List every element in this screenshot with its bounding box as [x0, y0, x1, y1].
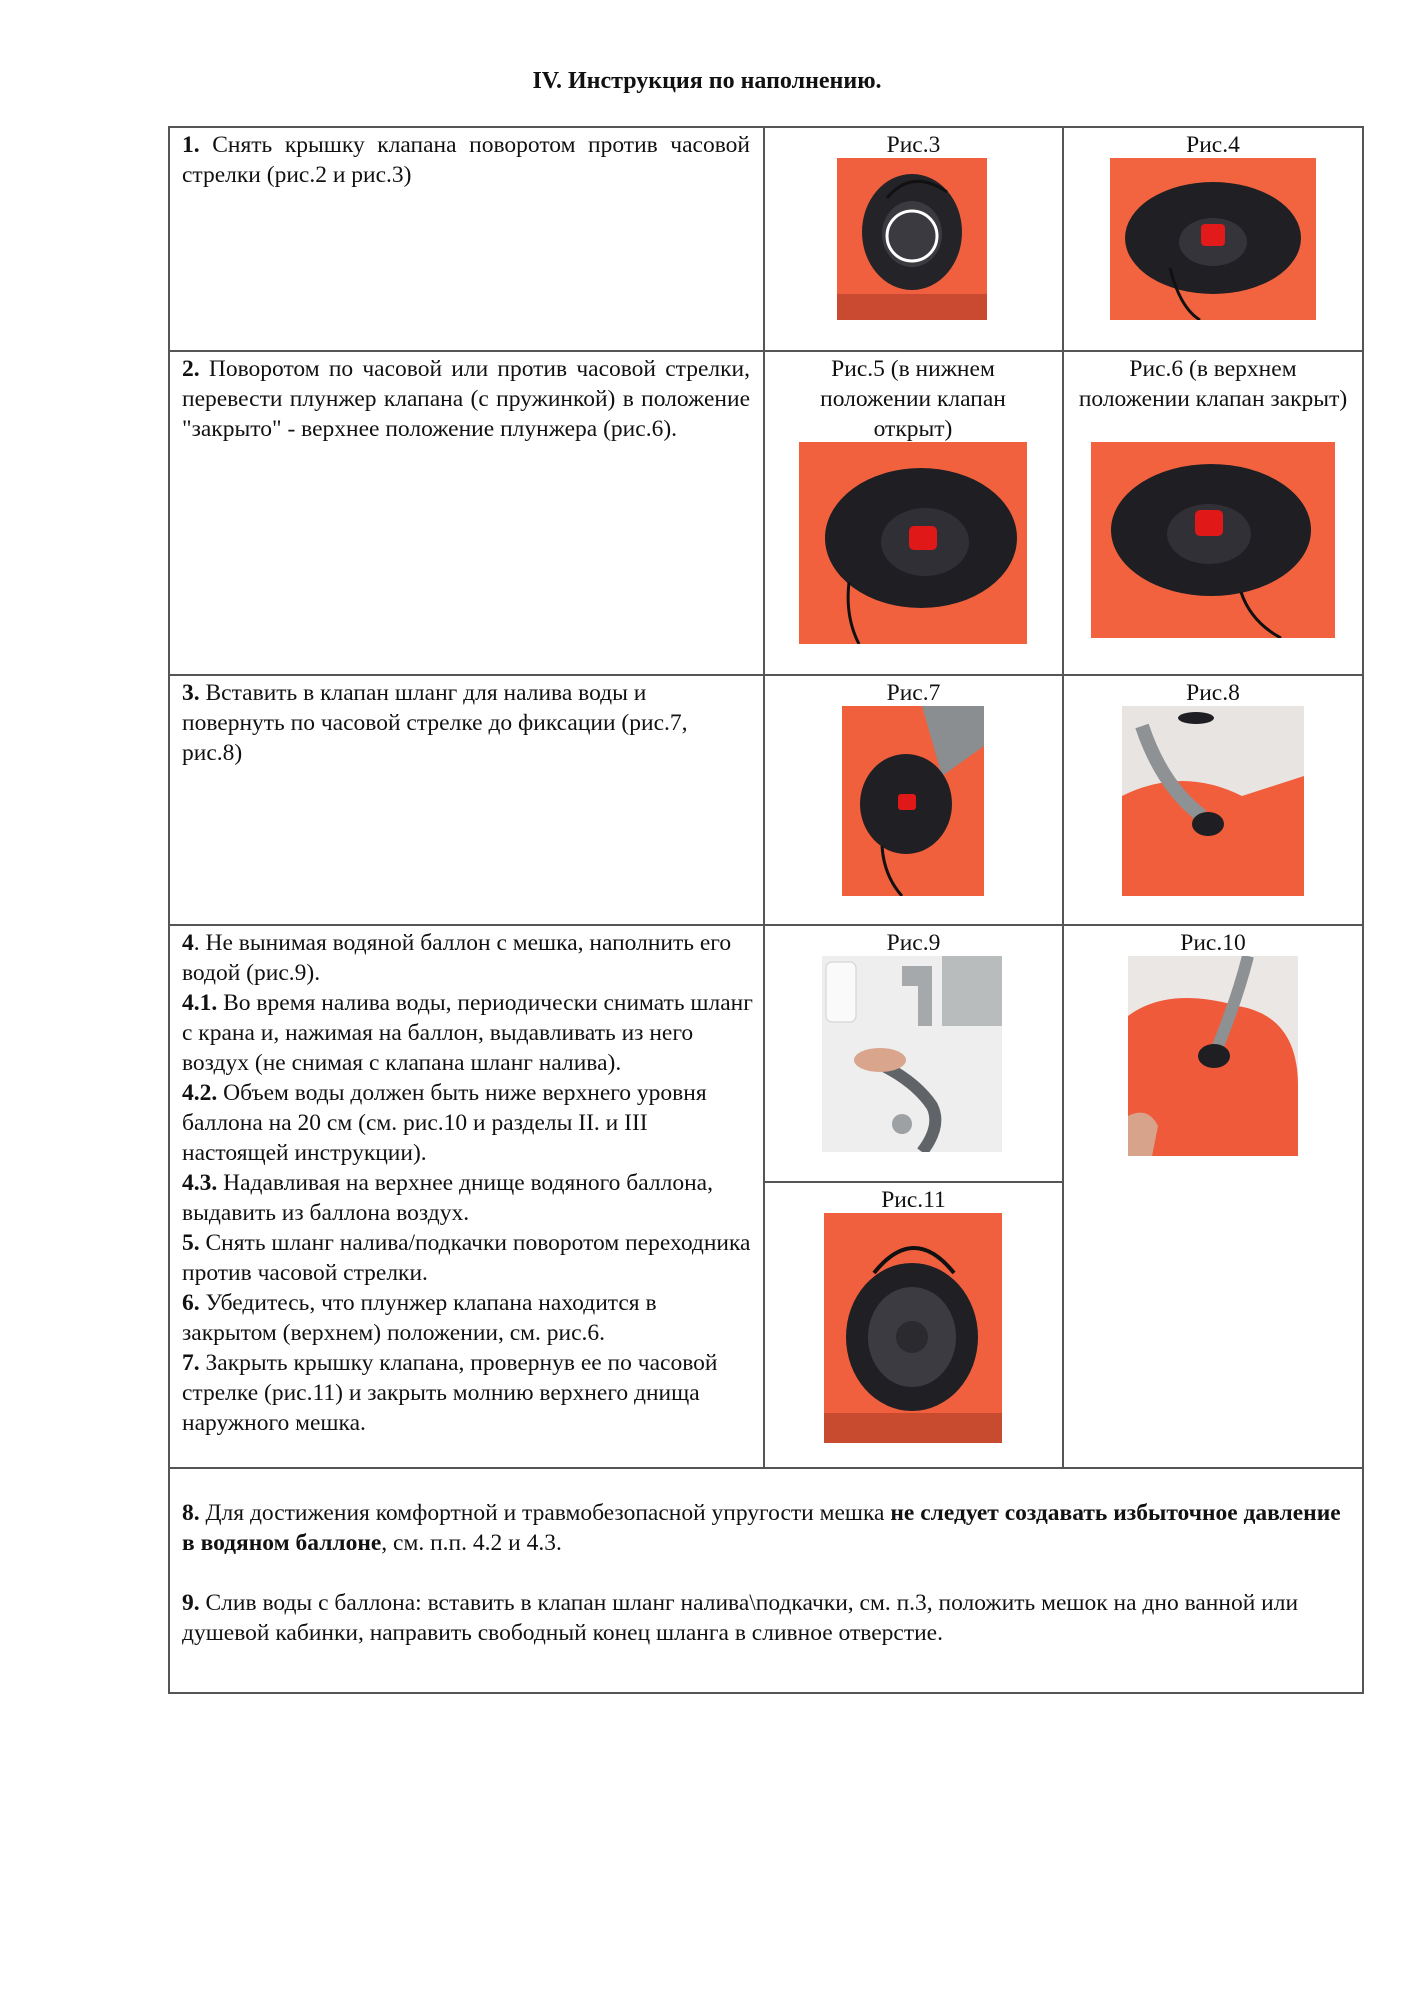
photo-fig-8 — [1122, 706, 1304, 896]
step-4 — [182, 928, 757, 988]
step-3-body: Вставить в клапан шланг для налива воды и повернуть по часовой стрелке до фиксации (рис.7, рис.8) — [182, 680, 688, 766]
photo-fig-11 — [824, 1213, 1002, 1443]
step-1-text — [182, 130, 750, 190]
table-rule — [168, 924, 1364, 926]
step-4-2-body: Объем воды должен быть ниже верхнего уровня баллона на 20 см (см. рис.10 и разделы II. и III настоящей инструкции). — [182, 1080, 707, 1166]
photo-fig-10 — [1128, 956, 1298, 1156]
step-8-body-a: Для достижения комфортной и травмобезопасной упругости мешка — [205, 1500, 891, 1526]
step-9-body: Слив воды с баллона: вставить в клапан шланг налива\подкачки, см. п.3, положить мешок на дно ванной или душевой кабинки, направить свободный конец шланга в сливное отверстие. — [182, 1590, 1299, 1646]
step-1-number: 1. — [182, 132, 200, 158]
step-9-number: 9. — [182, 1590, 200, 1616]
table-rule — [168, 1467, 1364, 1469]
step-2-text — [182, 354, 750, 444]
notes-block — [182, 1498, 1352, 1648]
step-4-1-body: Во время налива воды, периодически снимать шланг с крана и, нажимая на баллон, выдавливать из него воздух (не снимая с клапана шланг налива). — [182, 990, 753, 1076]
step-4-text-block — [182, 928, 757, 1438]
caption-fig-3: Рис.3 — [886, 132, 941, 158]
table-rule — [763, 126, 765, 1468]
table-rule — [168, 674, 1364, 676]
caption-fig-11: Рис.11 — [881, 1187, 946, 1213]
step-8-bold: не следует создавать избыточное давление в водяном баллоне — [182, 1500, 1341, 1556]
table-rule — [168, 126, 1364, 128]
step-6-body: Убедитесь, что плунжер клапана находится в закрытом (верхнем) положении, см. рис.6. — [182, 1290, 657, 1346]
step-5 — [182, 1228, 757, 1288]
caption-fig-7: Рис.7 — [886, 680, 941, 706]
step-7-number: 7. — [182, 1350, 200, 1376]
photo-fig-4 — [1110, 158, 1316, 320]
table-rule — [168, 126, 170, 1694]
step-8-number: 8. — [182, 1500, 200, 1526]
step-3-number: 3. — [182, 680, 200, 706]
step-2-body: Поворотом по часовой или против часовой стрелки, перевести плунжер клапана (с пружинкой) в положение "закрыто" - верхнее положение плунжера (рис.6). — [182, 356, 751, 442]
step-4-2-number: 4.2. — [182, 1080, 218, 1106]
step-8-body-b: , см. п.п. 4.2 и 4.3. — [381, 1530, 562, 1556]
table-rule — [168, 1692, 1364, 1694]
step-4-number: 4 — [182, 930, 194, 956]
step-4-3-number: 4.3. — [182, 1170, 218, 1196]
step-4-3 — [182, 1168, 757, 1228]
step-6 — [182, 1288, 757, 1348]
step-6-number: 6. — [182, 1290, 200, 1316]
step-4-3-body: Надавливая на верхнее днище водяного баллона, выдавить из баллона воздух. — [182, 1170, 713, 1226]
step-9 — [182, 1588, 1352, 1648]
instruction-table — [168, 126, 1364, 1694]
step-8 — [182, 1498, 1352, 1558]
table-rule — [1362, 126, 1364, 1694]
step-5-body: Снять шланг налива/подкачки поворотом переходника против часовой стрелки. — [182, 1230, 751, 1286]
table-rule — [1062, 126, 1064, 1468]
step-4-1 — [182, 988, 757, 1078]
page-title: IV. Инструкция по наполнению. — [532, 68, 882, 94]
caption-fig-9: Рис.9 — [886, 930, 941, 956]
caption-fig-5: Рис.5 (в нижнем положении клапан открыт) — [820, 356, 1006, 442]
photo-fig-9 — [822, 956, 1002, 1152]
step-2-number: 2. — [182, 356, 200, 382]
caption-fig-8: Рис.8 — [1186, 680, 1240, 706]
step-4-2 — [182, 1078, 757, 1168]
photo-fig-3 — [837, 158, 987, 320]
step-3-text — [182, 678, 750, 768]
step-1-body: Снять крышку клапана поворотом против часовой стрелки (рис.2 и рис.3) — [182, 132, 751, 188]
step-4-body: . Не вынимая водяной баллон с мешка, наполнить его водой (рис.9). — [182, 930, 732, 986]
step-7 — [182, 1348, 757, 1438]
step-4-1-number: 4.1. — [182, 990, 218, 1016]
table-rule — [763, 1181, 1063, 1183]
photo-fig-5 — [799, 442, 1027, 644]
photo-fig-7 — [842, 706, 984, 896]
caption-fig-4: Рис.4 — [1186, 132, 1240, 158]
caption-fig-6: Рис.6 (в верхнем положении клапан закрыт) — [1078, 356, 1348, 412]
step-5-number: 5. — [182, 1230, 200, 1256]
caption-fig-10: Рис.10 — [1180, 930, 1246, 956]
table-rule — [168, 350, 1364, 352]
step-7-body: Закрыть крышку клапана, провернув ее по часовой стрелке (рис.11) и закрыть молнию верхнего днища наружного мешка. — [182, 1350, 718, 1436]
photo-fig-6 — [1091, 442, 1335, 638]
